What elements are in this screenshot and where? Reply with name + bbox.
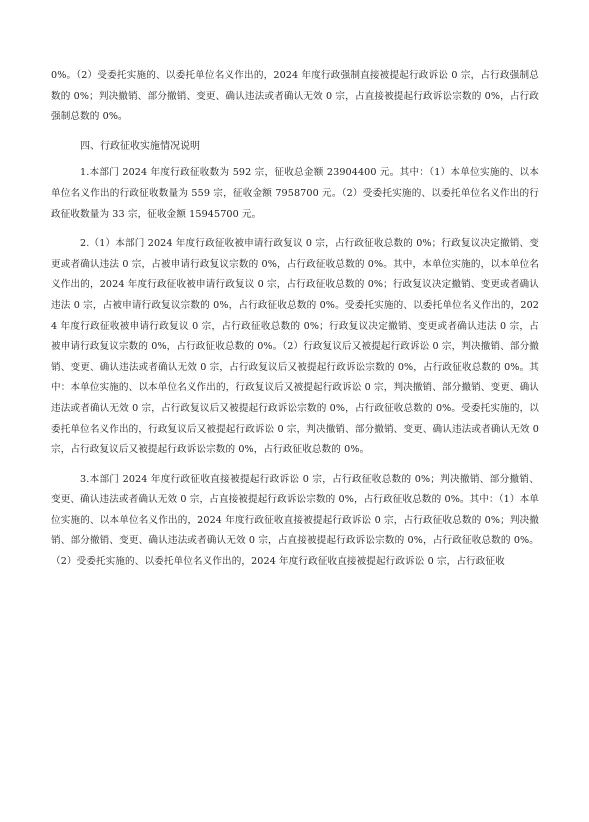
paragraph-2: 2.（1）本部门 2024 年度行政征收被申请行政复议 0 宗，占行政征收总数的 0%；行政复议决定撤销、变更或者确认违法 0 宗，占被申请行政复议宗数的 0%，占行政征收总数的 0%。其中，本单位实施的，以本单位名义作出的，2024 年度行政征收被申请行政复议 0 宗，占行政征收总数的 0%；行政复议决定撤销、变更或者确认违法 0 宗，占被申请行政复议宗数的 0%，占行政征收总数的 0%。受委托实施的、以委托单位名义作出的，2024 年度行政征收被申请行政复议 0 宗，占行政征收总数的 0%；行政复议决定撤销、变更或者确认违法 0 宗，占被申请行政复议宗数的 0%，占行政征收总数的 0%。（2）行政复议后又被提起行政诉讼 0 宗，判决撤销、部分撤销、变更、确认违法或者确认无效 0 宗，占行政复议后又被提起行政诉讼宗数的 0%，占行政征收总数的 0%。其中：本单位实施的、以本单位名义作出的，行政复议后又被提起行政诉讼 0 宗，判决撤销、部分撤销、变更、确认违法或者确认无效 0 宗，占行政复议后又被提起行政诉讼宗数的 0%，占行政征收总数的 0%。受委托实施的，以委托单位名义作出的，行政复议后又被提起行政诉讼 0 宗，判决撤销、部分撤销、变更、确认违法或者确认无效 0 宗，占行政复议后又被提起行政诉讼宗数的 0%，占行政征收总数的 0%。 xyxy=(51,238,539,456)
paragraph-continuation: 0%。（2）受委托实施的、以委托单位名义作出的，2024 年度行政强制直接被提起行政诉讼 0 宗，占行政强制总数的 0%；判决撤销、部分撤销、变更、确认违法或者确认无效 0 宗，占直接被提起行政诉讼宗数的 0%，占行政强制总数的 0%。 xyxy=(51,70,539,123)
section-heading: 四、行政征收实施情况说明 xyxy=(80,140,200,152)
document-body xyxy=(51,66,539,573)
paragraph-3: 3.本部门 2024 年度行政征收直接被提起行政诉讼 0 宗，占行政征收总数的 0%；判决撤销、部分撤销、变更、确认违法或者确认无效 0 宗，占直接被提起行政诉讼宗数的 0%，占行政征收总数的 0%。其中：（1）本单位实施的、以本单位名义作出的，2024 年度行政征收直接被提起行政诉讼 0 宗，占行政征收总数的 0%；判决撤销、部分撤销、变更、确认违法或者确认无效 0 宗，占直接被提起行政诉讼宗数的 0%，占行政征收总数的 0%。（2）受委托实施的、以委托单位名义作出的，2024 年度行政征收直接被提起行政诉讼 0 宗，占行政征收 xyxy=(51,473,539,568)
paragraph-1: 1.本部门 2024 年度行政征收数为 592 宗，征收总金额 23904400 元。其中：（1）本单位实施的、以本单位名义作出的行政征收数量为 559 宗，征收金额 7958700 元。（2）受委托实施的、以委托单位名义作出的行政征收数量为 33 宗，征收金额 15945700 元。 xyxy=(51,167,539,220)
